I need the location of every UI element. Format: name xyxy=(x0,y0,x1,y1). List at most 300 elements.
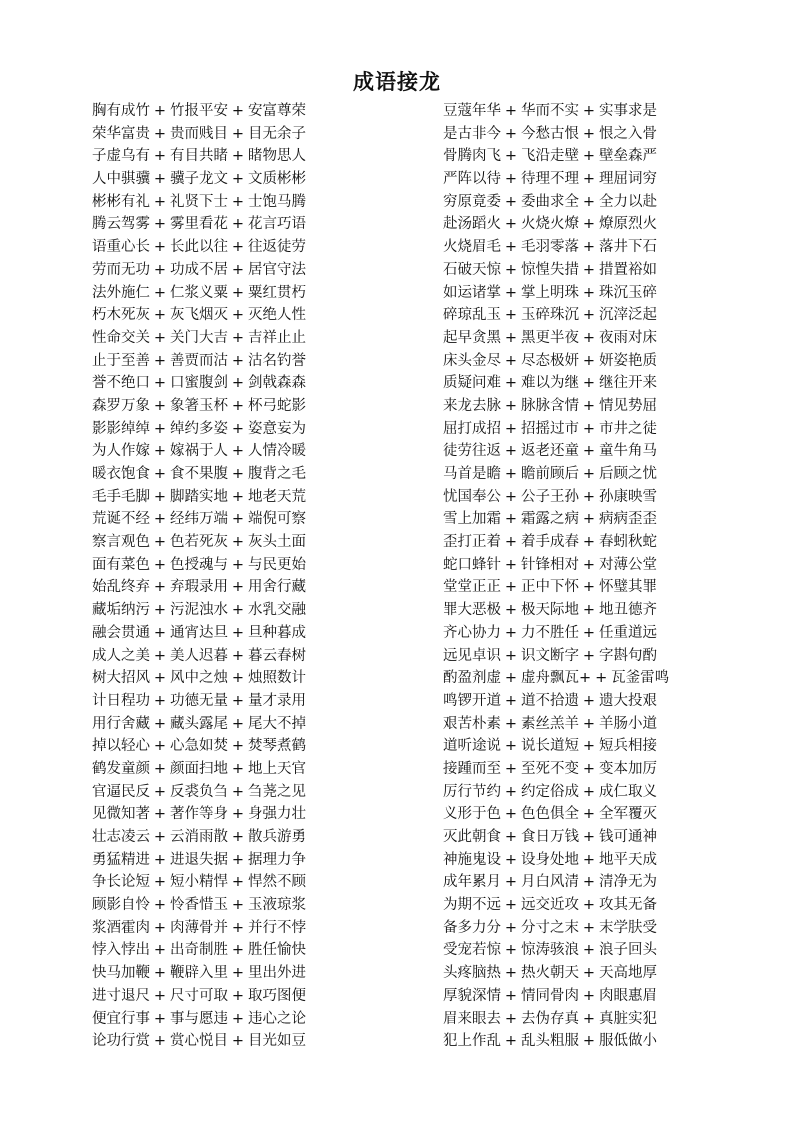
plus-sign: + xyxy=(504,511,518,528)
plus-sign: + xyxy=(582,534,596,551)
plus-sign: + xyxy=(504,556,518,573)
idiom: 孙康映雪 xyxy=(599,488,657,505)
idiom-chain-row xyxy=(92,168,392,191)
idiom: 论功行赏 xyxy=(92,1033,150,1050)
idiom: 事与愿违 xyxy=(170,1010,228,1027)
plus-sign: + xyxy=(153,443,167,460)
plus-sign: + xyxy=(153,579,167,596)
idiom-chain-row xyxy=(92,304,392,327)
plus-sign: + xyxy=(582,397,596,414)
idiom: 灭此朝食 xyxy=(443,829,501,845)
idiom: 神施鬼设 xyxy=(443,851,501,868)
idiom: 力不胜任 xyxy=(521,624,579,641)
plus-sign: + xyxy=(231,579,245,596)
idiom: 焚琴煮鹤 xyxy=(248,738,306,755)
plus-sign: + xyxy=(153,942,167,959)
idiom: 仁浆义粟 xyxy=(170,284,228,301)
idiom: 对薄公堂 xyxy=(599,556,657,573)
idiom: 鸣锣开道 xyxy=(443,692,501,709)
plus-sign: + xyxy=(582,987,596,1004)
plus-sign: + xyxy=(504,352,518,369)
idiom: 端倪可察 xyxy=(248,511,306,528)
idiom: 用舍行藏 xyxy=(248,579,306,596)
idiom-chain-row xyxy=(92,372,392,395)
idiom: 服低做小 xyxy=(599,1033,657,1050)
idiom: 浪子回头 xyxy=(599,942,657,959)
idiom: 妍姿艳质 xyxy=(599,352,657,369)
plus-sign: + xyxy=(231,624,245,641)
idiom: 子虚乌有 xyxy=(92,148,150,165)
idiom: 玉液琼浆 xyxy=(248,897,306,914)
idiom: 道听途说 xyxy=(443,738,501,755)
idiom-chain-row xyxy=(92,100,392,123)
idiom: 人中骐骥 xyxy=(92,171,150,188)
idiom: 虚舟飘瓦+ xyxy=(521,670,592,687)
idiom-chain-row xyxy=(92,690,392,713)
idiom: 天高地厚 xyxy=(599,965,657,982)
idiom: 烛照数计 xyxy=(248,670,306,687)
idiom-chain-row xyxy=(92,508,392,531)
idiom: 誉不绝口 xyxy=(92,375,150,392)
idiom: 绰约多姿 xyxy=(170,420,228,437)
idiom: 灭绝人性 xyxy=(248,307,306,324)
plus-sign: + xyxy=(153,261,167,278)
idiom: 瞻前顾后 xyxy=(521,466,579,482)
plus-sign: + xyxy=(153,715,167,732)
idiom: 身强力壮 xyxy=(248,806,306,823)
plus-sign: + xyxy=(231,647,245,664)
idiom-chain-right-column xyxy=(443,100,743,1053)
idiom: 玉碎珠沉 xyxy=(521,307,579,324)
idiom-chain-row xyxy=(443,327,743,350)
plus-sign: + xyxy=(504,897,518,914)
plus-sign: + xyxy=(504,624,518,641)
idiom-chain-row xyxy=(92,440,392,463)
idiom: 毛羽零落 xyxy=(521,239,579,256)
idiom: 肉薄骨并 xyxy=(170,919,228,936)
plus-sign: + xyxy=(231,103,245,119)
idiom: 飞沿走壁 xyxy=(521,148,579,165)
plus-sign: + xyxy=(504,602,518,619)
idiom-chain-row xyxy=(443,168,743,191)
plus-sign: + xyxy=(504,329,518,346)
plus-sign: + xyxy=(504,851,518,868)
idiom: 目光如豆 xyxy=(248,1033,306,1050)
idiom: 察言观色 xyxy=(92,534,150,551)
plus-sign: + xyxy=(153,329,167,346)
plus-sign: + xyxy=(582,148,596,165)
idiom-chain-row xyxy=(92,645,392,668)
idiom: 恨之入骨 xyxy=(599,125,657,142)
idiom-chain-row xyxy=(92,985,392,1008)
plus-sign: + xyxy=(231,239,245,256)
idiom-chain-row xyxy=(443,508,743,531)
idiom-chain-row xyxy=(92,894,392,917)
idiom: 沽名钓誉 xyxy=(248,352,306,369)
idiom: 怀璧其罪 xyxy=(599,579,657,596)
plus-sign: + xyxy=(153,738,167,755)
idiom: 毛手毛脚 xyxy=(92,488,150,505)
idiom: 功成不居 xyxy=(170,261,228,278)
idiom: 反裘负刍 xyxy=(170,783,228,800)
idiom: 人情冷暖 xyxy=(248,443,306,460)
idiom: 脉脉含情 xyxy=(521,397,579,414)
plus-sign: + xyxy=(153,851,167,868)
idiom: 据理力争 xyxy=(248,851,306,868)
plus-sign: + xyxy=(504,965,518,982)
idiom: 惊惶失措 xyxy=(521,261,579,278)
idiom: 为期不远 xyxy=(443,897,501,914)
idiom: 脚踏实地 xyxy=(170,488,228,505)
idiom-chain-row xyxy=(92,191,392,214)
plus-sign: + xyxy=(504,942,518,959)
idiom: 鞭辟入里 xyxy=(170,965,228,982)
idiom-chain-row xyxy=(443,554,743,577)
idiom: 计日程功 xyxy=(92,692,150,709)
plus-sign: + xyxy=(153,488,167,505)
idiom: 成仁取义 xyxy=(599,783,657,800)
idiom: 里出外进 xyxy=(248,965,306,982)
idiom: 顾影自怜 xyxy=(92,897,150,914)
idiom-chain-row xyxy=(92,962,392,985)
idiom-chain-row xyxy=(443,282,743,305)
plus-sign: + xyxy=(231,307,245,324)
idiom: 措置裕如 xyxy=(599,261,657,278)
plus-sign: + xyxy=(582,193,596,210)
idiom: 全军覆灭 xyxy=(599,806,657,823)
idiom-chain-row xyxy=(443,1030,743,1053)
idiom-chain-row xyxy=(92,145,392,168)
idiom-chain-left-column xyxy=(92,100,392,1053)
idiom: 齐心协力 xyxy=(443,624,501,641)
idiom: 针锋相对 xyxy=(521,556,579,573)
idiom: 安富尊荣 xyxy=(248,103,306,119)
plus-sign: + xyxy=(153,760,167,777)
plus-sign: + xyxy=(504,488,518,505)
idiom: 短兵相接 xyxy=(599,738,657,755)
idiom: 进退失据 xyxy=(170,851,228,868)
idiom-chain-row xyxy=(443,894,743,917)
idiom: 童牛角马 xyxy=(599,443,657,460)
idiom: 待理不理 xyxy=(521,171,579,188)
idiom: 心急如焚 xyxy=(170,738,228,755)
plus-sign: + xyxy=(153,919,167,936)
plus-sign: + xyxy=(153,829,167,845)
idiom: 文质彬彬 xyxy=(248,171,306,188)
plus-sign: + xyxy=(231,329,245,346)
idiom: 散兵游勇 xyxy=(248,829,306,845)
idiom-chain-row xyxy=(443,304,743,327)
idiom: 远见卓识 xyxy=(443,647,501,664)
idiom-chain-row xyxy=(443,418,743,441)
idiom-chain-row xyxy=(92,622,392,645)
idiom: 火烧火燎 xyxy=(521,216,579,233)
plus-sign: + xyxy=(231,1010,245,1027)
plus-sign: + xyxy=(231,829,245,845)
idiom: 居官守法 xyxy=(248,261,306,278)
idiom: 徒劳往返 xyxy=(443,443,501,460)
idiom-chain-row xyxy=(443,826,743,849)
idiom: 与民更始 xyxy=(248,556,306,573)
plus-sign: + xyxy=(231,851,245,868)
idiom-chain-row xyxy=(92,395,392,418)
idiom: 华而不实 xyxy=(521,103,579,119)
idiom-chain-row xyxy=(443,939,743,962)
idiom: 色若死灰 xyxy=(170,534,228,551)
idiom: 落井下石 xyxy=(599,239,657,256)
plus-sign: + xyxy=(153,466,167,482)
idiom: 任重道远 xyxy=(599,624,657,641)
plus-sign: + xyxy=(231,443,245,460)
idiom: 腾云驾雾 xyxy=(92,216,150,233)
idiom: 情见势屈 xyxy=(599,397,657,414)
idiom: 犯上作乱 xyxy=(443,1033,501,1050)
plus-sign: + xyxy=(582,1010,596,1027)
idiom: 语重心长 xyxy=(92,239,150,256)
plus-sign: + xyxy=(582,1033,596,1050)
idiom: 便宜行事 xyxy=(92,1010,150,1027)
idiom: 量才录用 xyxy=(248,692,306,709)
plus-sign: + xyxy=(504,375,518,392)
plus-sign: + xyxy=(504,919,518,936)
idiom: 旦种暮成 xyxy=(248,624,306,641)
plus-sign: + xyxy=(231,987,245,1004)
plus-sign: + xyxy=(231,193,245,210)
idiom: 短小精悍 xyxy=(170,874,228,891)
plus-sign: + xyxy=(582,329,596,346)
idiom-chain-row xyxy=(443,1008,743,1031)
idiom: 森罗万象 xyxy=(92,397,150,414)
idiom: 识文断字 xyxy=(521,647,579,664)
plus-sign: + xyxy=(153,534,167,551)
plus-sign: + xyxy=(231,375,245,392)
idiom-chain-row xyxy=(92,599,392,622)
idiom: 字斟句酌 xyxy=(599,647,657,664)
idiom: 口蜜腹剑 xyxy=(170,375,228,392)
idiom-chain-row xyxy=(92,939,392,962)
idiom: 藏垢纳污 xyxy=(92,602,150,619)
idiom: 头疼脑热 xyxy=(443,965,501,982)
idiom-chain-row xyxy=(443,213,743,236)
idiom: 影影绰绰 xyxy=(92,420,150,437)
idiom: 通宵达旦 xyxy=(170,624,228,641)
plus-sign: + xyxy=(504,307,518,324)
idiom-chain-row xyxy=(92,531,392,554)
idiom: 瓦釜雷鸣 xyxy=(611,670,670,687)
plus-sign: + xyxy=(231,534,245,551)
idiom: 违心之论 xyxy=(248,1010,306,1027)
idiom: 颜面扫地 xyxy=(170,760,228,777)
plus-sign: + xyxy=(153,1033,167,1050)
idiom: 成年累月 xyxy=(443,874,501,891)
idiom-chain-row xyxy=(443,531,743,554)
idiom: 风中之烛 xyxy=(170,670,228,687)
plus-sign: + xyxy=(582,624,596,641)
plus-sign: + xyxy=(153,670,167,687)
idiom-chain-row xyxy=(443,985,743,1008)
plus-sign: + xyxy=(231,488,245,505)
idiom: 石破天惊 xyxy=(443,261,501,278)
idiom: 惊涛骇浪 xyxy=(521,942,579,959)
idiom-chain-row xyxy=(92,418,392,441)
idiom: 雾里看花 xyxy=(170,216,228,233)
idiom: 招摇过市 xyxy=(521,420,579,437)
idiom: 约定俗成 xyxy=(521,783,579,800)
plus-sign: + xyxy=(504,466,518,482)
idiom: 来龙去脉 xyxy=(443,397,501,414)
plus-sign: + xyxy=(582,375,596,392)
plus-sign: + xyxy=(582,760,596,777)
idiom: 继往开来 xyxy=(599,375,657,392)
plus-sign: + xyxy=(582,806,596,823)
idiom-chain-row xyxy=(443,100,743,123)
idiom: 地丑德齐 xyxy=(599,602,657,619)
idiom: 藏头露尾 xyxy=(170,715,228,732)
idiom: 雪上加霜 xyxy=(443,511,501,528)
idiom: 热火朝天 xyxy=(521,965,579,982)
idiom-chain-row xyxy=(92,849,392,872)
idiom: 忧国奉公 xyxy=(443,488,501,505)
idiom: 劳而无功 xyxy=(92,261,150,278)
idiom: 止于至善 xyxy=(92,352,150,369)
plus-sign: + xyxy=(582,556,596,573)
idiom-chain-row xyxy=(92,758,392,781)
idiom: 末学肤受 xyxy=(599,919,657,936)
plus-sign: + xyxy=(504,261,518,278)
idiom: 地平天成 xyxy=(599,851,657,868)
idiom: 骨腾肉飞 xyxy=(443,148,501,165)
plus-sign: + xyxy=(504,534,518,551)
idiom: 礼贤下士 xyxy=(170,193,228,210)
plus-sign: + xyxy=(504,829,518,845)
idiom: 远交近攻 xyxy=(521,897,579,914)
idiom: 法外施仁 xyxy=(92,284,150,301)
plus-sign: + xyxy=(231,919,245,936)
plus-sign: + xyxy=(153,239,167,256)
idiom: 厉行节约 xyxy=(443,783,501,800)
plus-sign: + xyxy=(153,602,167,619)
idiom: 始乱终弃 xyxy=(92,579,150,596)
idiom: 地上天官 xyxy=(248,760,306,777)
idiom: 壁垒森严 xyxy=(599,148,657,165)
idiom-chain-row xyxy=(443,599,743,622)
plus-sign: + xyxy=(582,851,596,868)
idiom: 病病歪歪 xyxy=(599,511,657,528)
idiom: 委曲求全 xyxy=(521,193,579,210)
idiom-chain-row xyxy=(92,803,392,826)
idiom: 尾大不掉 xyxy=(248,715,306,732)
plus-sign: + xyxy=(504,715,518,732)
plus-sign: + xyxy=(231,897,245,914)
idiom-chain-row xyxy=(92,486,392,509)
idiom: 今愁古恨 xyxy=(521,125,579,142)
idiom: 是古非今 xyxy=(443,125,501,142)
idiom-chain-row xyxy=(443,803,743,826)
idiom: 为人作嫁 xyxy=(92,443,150,460)
idiom-chain-row xyxy=(443,145,743,168)
idiom: 严阵以待 xyxy=(443,171,501,188)
plus-sign: + xyxy=(582,919,596,936)
idiom-chain-row xyxy=(92,213,392,236)
idiom: 燎原烈火 xyxy=(599,216,657,233)
plus-sign: + xyxy=(153,692,167,709)
plus-sign: + xyxy=(504,239,518,256)
plus-sign: + xyxy=(582,216,596,233)
plus-sign: + xyxy=(153,511,167,528)
idiom-chain-row xyxy=(92,826,392,849)
idiom: 分寸之末 xyxy=(521,919,579,936)
plus-sign: + xyxy=(153,806,167,823)
plus-sign: + xyxy=(504,397,518,414)
idiom: 霜露之病 xyxy=(521,511,579,528)
idiom-chain-row xyxy=(92,871,392,894)
idiom: 月白风清 xyxy=(521,874,579,891)
idiom: 弃瑕录用 xyxy=(170,579,228,596)
plus-sign: + xyxy=(231,942,245,959)
plus-sign: + xyxy=(595,670,608,687)
idiom: 接踵而至 xyxy=(443,760,501,777)
plus-sign: + xyxy=(504,420,518,437)
idiom: 性命交关 xyxy=(92,329,150,346)
idiom-chain-row xyxy=(443,576,743,599)
plus-sign: + xyxy=(582,443,596,460)
idiom: 色授魂与 xyxy=(170,556,228,573)
idiom: 变本加厉 xyxy=(599,760,657,777)
plus-sign: + xyxy=(582,783,596,800)
plus-sign: + xyxy=(231,420,245,437)
idiom: 刍荛之见 xyxy=(248,783,306,800)
plus-sign: + xyxy=(504,987,518,1004)
idiom: 道不拾遗 xyxy=(521,692,579,709)
idiom: 眉来眼去 xyxy=(443,1010,501,1027)
idiom: 情同骨肉 xyxy=(521,987,579,1004)
plus-sign: + xyxy=(504,760,518,777)
idiom: 士饱马腾 xyxy=(248,193,306,210)
plus-sign: + xyxy=(504,874,518,891)
plus-sign: + xyxy=(504,783,518,800)
idiom-chain-row xyxy=(443,486,743,509)
plus-sign: + xyxy=(153,216,167,233)
idiom: 著作等身 xyxy=(170,806,228,823)
idiom: 极天际地 xyxy=(521,602,579,619)
plus-sign: + xyxy=(504,692,518,709)
idiom: 马首是瞻 xyxy=(443,466,501,482)
plus-sign: + xyxy=(231,760,245,777)
plus-sign: + xyxy=(504,103,518,119)
plus-sign: + xyxy=(504,579,518,596)
idiom-chain-row xyxy=(92,259,392,282)
idiom: 理屈词穷 xyxy=(599,171,657,188)
idiom: 尽态极妍 xyxy=(521,352,579,369)
idiom: 壮志凌云 xyxy=(92,829,150,845)
idiom: 进寸退尺 xyxy=(92,987,150,1004)
idiom: 正中下怀 xyxy=(521,579,579,596)
plus-sign: + xyxy=(153,148,167,165)
idiom-chain-row xyxy=(443,440,743,463)
idiom-chain-row xyxy=(92,781,392,804)
plus-sign: + xyxy=(153,965,167,982)
plus-sign: + xyxy=(153,103,167,119)
plus-sign: + xyxy=(582,261,596,278)
plus-sign: + xyxy=(504,1010,518,1027)
idiom: 姿意妄为 xyxy=(248,420,306,437)
plus-sign: + xyxy=(153,307,167,324)
idiom: 关门大吉 xyxy=(170,329,228,346)
idiom: 歪打正着 xyxy=(443,534,501,551)
plus-sign: + xyxy=(231,715,245,732)
plus-sign: + xyxy=(582,829,596,845)
idiom: 往返徒劳 xyxy=(248,239,306,256)
